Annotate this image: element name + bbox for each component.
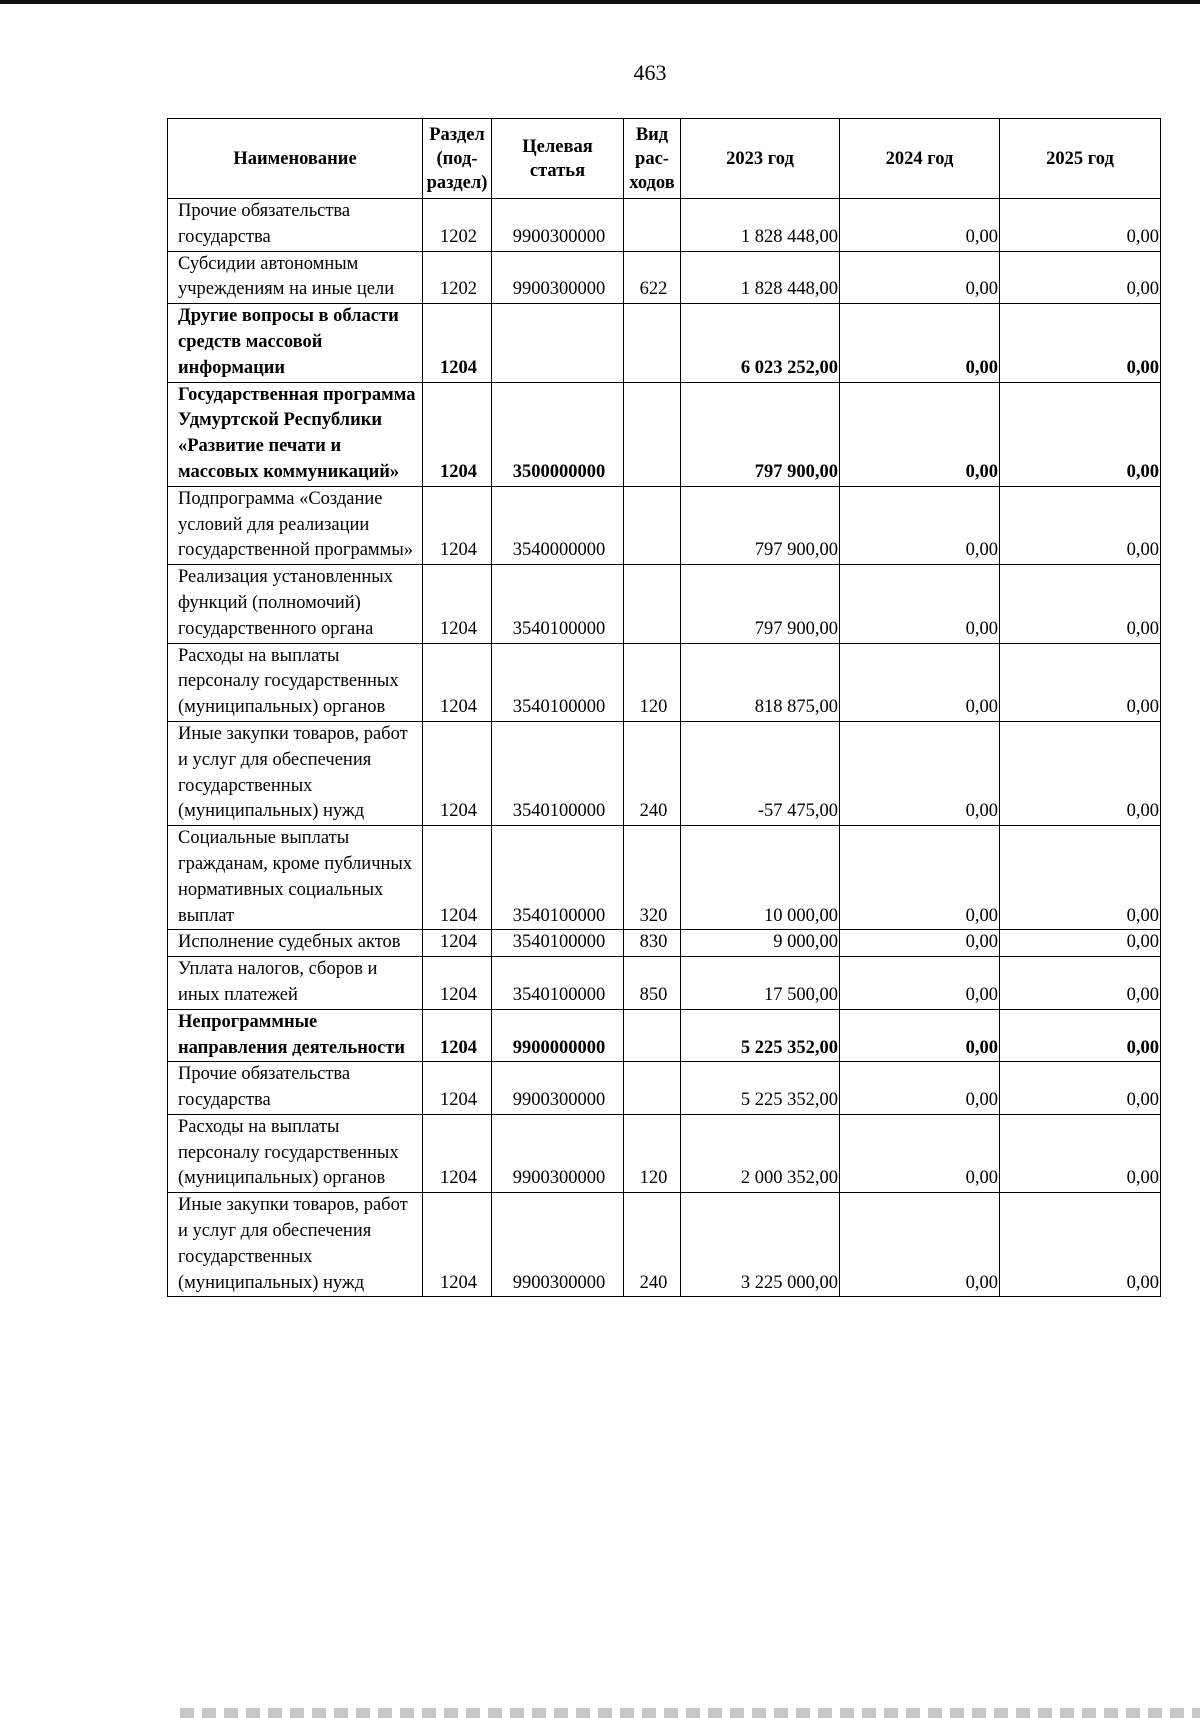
cell-type: 120 (624, 643, 681, 721)
cell-2025: 0,00 (1000, 957, 1161, 1010)
cell-article: 9900300000 (492, 1193, 624, 1297)
cell-name: Иные закупки товаров, работ и услуг для обеспечения государственных (муниципальных) нужд (168, 1193, 423, 1297)
cell-2025: 0,00 (1000, 826, 1161, 930)
cell-2025: 0,00 (1000, 486, 1161, 564)
cell-section: 1204 (423, 1193, 492, 1297)
cell-2024: 0,00 (840, 1193, 1000, 1297)
cell-section: 1204 (423, 382, 492, 486)
col-header-section: Раздел (под-раздел) (423, 119, 492, 199)
cell-2023: 5 225 352,00 (681, 1009, 840, 1062)
cell-section: 1204 (423, 826, 492, 930)
cell-type (624, 565, 681, 643)
cell-article: 3500000000 (492, 382, 624, 486)
cell-2023: 2 000 352,00 (681, 1114, 840, 1192)
table-row (168, 1062, 1161, 1115)
cell-2025: 0,00 (1000, 930, 1161, 957)
cell-2023: 10 000,00 (681, 826, 840, 930)
cell-name: Государственная программа Удмуртской Республики «Развитие печати и массовых коммуникаций» (168, 382, 423, 486)
cell-2023: 797 900,00 (681, 565, 840, 643)
cell-2024: 0,00 (840, 251, 1000, 304)
cell-type (624, 1062, 681, 1115)
cell-2024: 0,00 (840, 826, 1000, 930)
budget-table (167, 118, 1161, 1297)
table-row (168, 486, 1161, 564)
cell-2023: 5 225 352,00 (681, 1062, 840, 1115)
cell-2024: 0,00 (840, 382, 1000, 486)
cell-section: 1204 (423, 643, 492, 721)
table-row (168, 930, 1161, 957)
cell-section: 1204 (423, 721, 492, 825)
cell-section: 1202 (423, 251, 492, 304)
cell-2025: 0,00 (1000, 721, 1161, 825)
cell-name: Непрограммные направления деятельности (168, 1009, 423, 1062)
col-header-name: Наименование (168, 119, 423, 199)
cell-2024: 0,00 (840, 643, 1000, 721)
cell-name: Уплата налогов, сборов и иных платежей (168, 957, 423, 1010)
col-header-2025: 2025 год (1000, 119, 1161, 199)
cell-2025: 0,00 (1000, 199, 1161, 252)
cell-2024: 0,00 (840, 957, 1000, 1010)
cell-article: 3540100000 (492, 643, 624, 721)
cell-section: 1204 (423, 1062, 492, 1115)
cell-article: 9900300000 (492, 1114, 624, 1192)
cell-2025: 0,00 (1000, 1009, 1161, 1062)
cell-2025: 0,00 (1000, 1193, 1161, 1297)
cell-2024: 0,00 (840, 930, 1000, 957)
cell-2023: 797 900,00 (681, 382, 840, 486)
cell-type (624, 1009, 681, 1062)
table-body (168, 199, 1161, 1297)
cell-name: Прочие обязательства государства (168, 199, 423, 252)
cell-name: Исполнение судебных актов (168, 930, 423, 957)
cell-article: 3540100000 (492, 565, 624, 643)
cell-2023: 3 225 000,00 (681, 1193, 840, 1297)
cell-article: 3540100000 (492, 721, 624, 825)
cell-2025: 0,00 (1000, 1062, 1161, 1115)
cell-section: 1204 (423, 565, 492, 643)
cell-name: Социальные выплаты гражданам, кроме публичных нормативных социальных выплат (168, 826, 423, 930)
cell-name: Расходы на выплаты персоналу государственных (муниципальных) органов (168, 643, 423, 721)
cell-2025: 0,00 (1000, 304, 1161, 382)
cell-2023: 1 828 448,00 (681, 251, 840, 304)
table-row (168, 382, 1161, 486)
cell-2025: 0,00 (1000, 565, 1161, 643)
cell-type: 320 (624, 826, 681, 930)
table-header-row (168, 119, 1161, 199)
cell-2025: 0,00 (1000, 643, 1161, 721)
col-header-article: Целевая статья (492, 119, 624, 199)
cell-article (492, 304, 624, 382)
cell-section: 1202 (423, 199, 492, 252)
cell-name: Прочие обязательства государства (168, 1062, 423, 1115)
cell-article: 3540000000 (492, 486, 624, 564)
cell-type: 830 (624, 930, 681, 957)
cell-2024: 0,00 (840, 199, 1000, 252)
col-header-type: Вид рас-ходов (624, 119, 681, 199)
cell-name: Другие вопросы в области средств массовой информации (168, 304, 423, 382)
cell-name: Расходы на выплаты персоналу государственных (муниципальных) органов (168, 1114, 423, 1192)
table-row (168, 1193, 1161, 1297)
cell-2023: 797 900,00 (681, 486, 840, 564)
cell-type (624, 304, 681, 382)
cell-article: 9900300000 (492, 199, 624, 252)
table-row (168, 1009, 1161, 1062)
cell-type: 622 (624, 251, 681, 304)
cell-2024: 0,00 (840, 565, 1000, 643)
cell-section: 1204 (423, 1114, 492, 1192)
cell-2025: 0,00 (1000, 382, 1161, 486)
cell-2023: 6 023 252,00 (681, 304, 840, 382)
table-row (168, 643, 1161, 721)
cell-type: 850 (624, 957, 681, 1010)
cell-name: Реализация установленных функций (полномочий) государственного органа (168, 565, 423, 643)
table-row (168, 1114, 1161, 1192)
cell-2025: 0,00 (1000, 251, 1161, 304)
cell-2023: 818 875,00 (681, 643, 840, 721)
cell-article: 3540100000 (492, 826, 624, 930)
cell-section: 1204 (423, 486, 492, 564)
cell-name: Иные закупки товаров, работ и услуг для обеспечения государственных (муниципальных) нужд (168, 721, 423, 825)
cell-type: 240 (624, 1193, 681, 1297)
cell-2023: 17 500,00 (681, 957, 840, 1010)
cell-section: 1204 (423, 930, 492, 957)
cell-2025: 0,00 (1000, 1114, 1161, 1192)
table-row (168, 565, 1161, 643)
cell-name: Подпрограмма «Создание условий для реализации государственной программы» (168, 486, 423, 564)
cell-2024: 0,00 (840, 1009, 1000, 1062)
table-row (168, 957, 1161, 1010)
cell-2024: 0,00 (840, 1114, 1000, 1192)
table-row (168, 304, 1161, 382)
cell-article: 3540100000 (492, 957, 624, 1010)
page-number: 463 (633, 60, 667, 85)
col-header-2024: 2024 год (840, 119, 1000, 199)
table-row (168, 251, 1161, 304)
cell-type (624, 486, 681, 564)
cell-2024: 0,00 (840, 1062, 1000, 1115)
cell-article: 9900300000 (492, 251, 624, 304)
cell-2024: 0,00 (840, 721, 1000, 825)
cell-2024: 0,00 (840, 486, 1000, 564)
cell-type: 120 (624, 1114, 681, 1192)
cell-section: 1204 (423, 957, 492, 1010)
top-edge-rule (0, 0, 1200, 4)
table-row (168, 826, 1161, 930)
table-row (168, 199, 1161, 252)
cell-type (624, 382, 681, 486)
cell-article: 9900000000 (492, 1009, 624, 1062)
bottom-scan-edge (180, 1708, 1200, 1718)
cell-section: 1204 (423, 304, 492, 382)
cell-name: Субсидии автономным учреждениям на иные цели (168, 251, 423, 304)
cell-2023: 1 828 448,00 (681, 199, 840, 252)
table-row (168, 721, 1161, 825)
cell-section: 1204 (423, 1009, 492, 1062)
cell-article: 3540100000 (492, 930, 624, 957)
cell-2023: 9 000,00 (681, 930, 840, 957)
cell-type (624, 199, 681, 252)
col-header-2023: 2023 год (681, 119, 840, 199)
cell-2023: -57 475,00 (681, 721, 840, 825)
cell-2024: 0,00 (840, 304, 1000, 382)
cell-type: 240 (624, 721, 681, 825)
cell-article: 9900300000 (492, 1062, 624, 1115)
